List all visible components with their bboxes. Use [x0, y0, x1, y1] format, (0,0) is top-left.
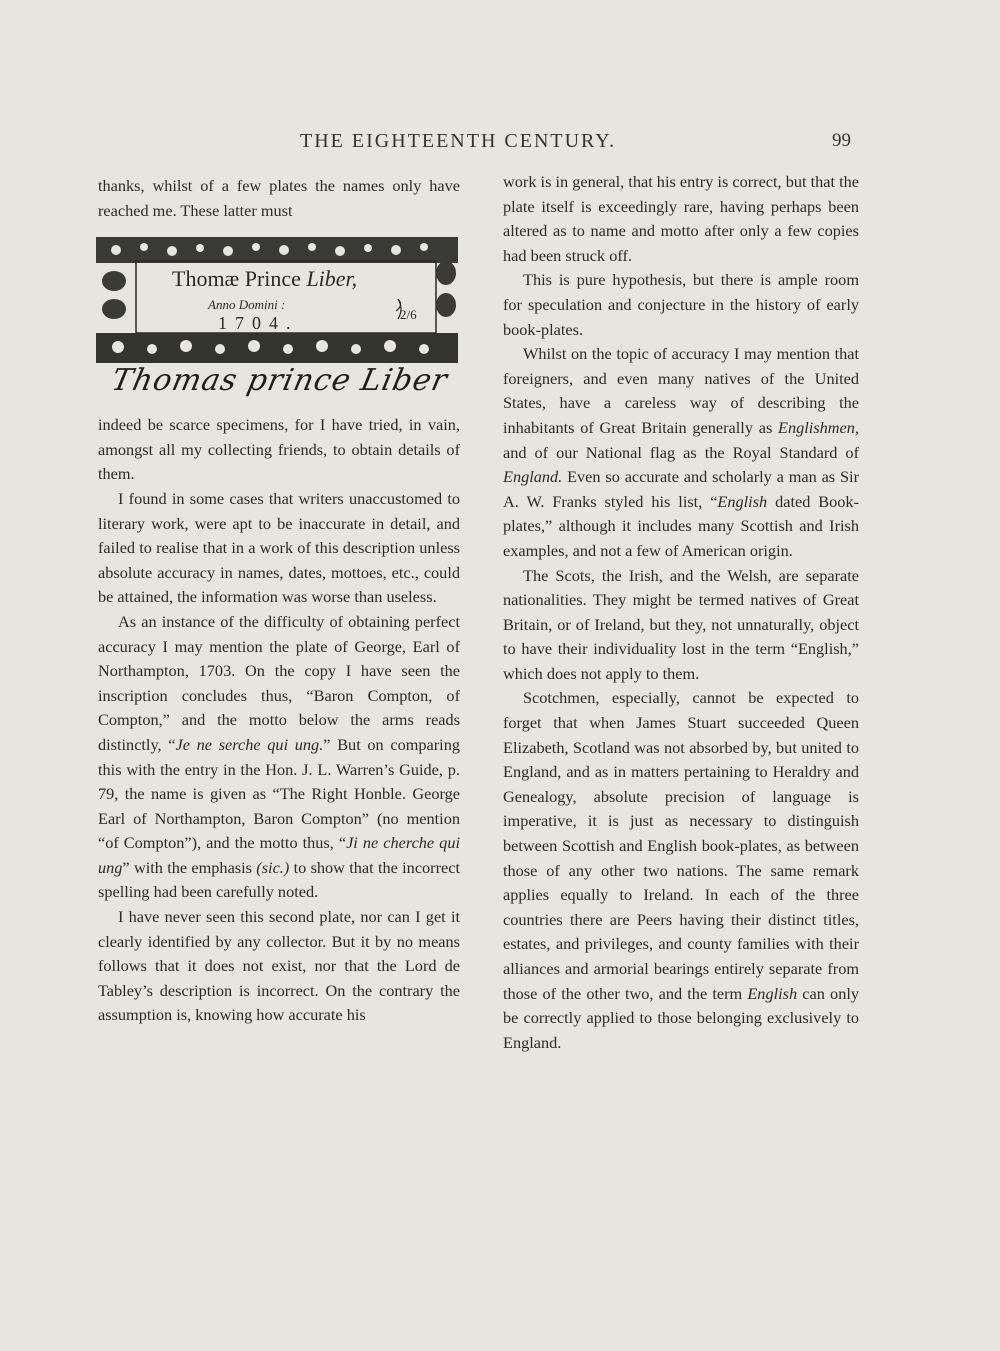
- paragraph: indeed be scarce specimens, for I have tried, in vain, amongst all my collecting friends, to obtain details of them.: [98, 415, 460, 484]
- page-number: 99: [832, 130, 851, 151]
- paragraph: I have never seen this second plate, nor can I get it clearly identified by any collector. But it by no means follows that it does not exist, nor that the Lord de Tabley’s description is incorrect. On the contrary the assumption is, knowing how accurate his: [98, 907, 460, 1025]
- paragraph: The Scots, the Irish, and the Welsh, are separate nationalities. They might be termed natives of Great Britain, or of Ireland, but they, not unnaturally, object to have their individuality lost in the term “English,” which does not apply to them.: [503, 565, 859, 683]
- bookplate-anno: Anno Domini :: [208, 297, 286, 313]
- right-column: [503, 170, 859, 1055]
- paragraph: As an instance of the difficulty of obtaining perfect accuracy I may mention the plate of George, Earl of Northampton, 1703. On the copy I have seen the inscription concludes thus, “Baron Compton, of Compton,” and the motto below the arms reads distinctly, “Je ne serche qui ung.” But on comparing this with the entry in the Hon. J. L. Warren’s Guide, p. 79, the name is given as “The Right Honble. George Earl of Northampton, Baron Compton” (no mention “of Compton”), and the motto thus, “Ji ne cherche qui ung” with the emphasis (sic.) to show that the incorrect spelling had been carefully noted.: [98, 611, 461, 902]
- bookplate-illustration: [90, 229, 465, 407]
- bookplate-year: 1704.: [218, 313, 299, 334]
- bookplate-price: 2/6: [400, 307, 417, 323]
- running-title: THE EIGHTEENTH CENTURY.: [300, 130, 617, 152]
- paragraph: work is in general, that his entry is correct, but that the plate itself is exceedingly rare, having perhaps been altered as to name and motto after only a few copies had been struck off.: [503, 172, 859, 265]
- paragraph: This is pure hypothesis, but there is ample room for speculation and conjecture in the history of early book-plates.: [503, 270, 859, 339]
- paragraph: Scotchmen, especially, cannot be expected to forget that when James Stuart succeeded Queen Elizabeth, Scotland was not absorbed by, but united to England, and as in matters pertaining to Heraldry and Genealogy, absolute precision of language is imperative, it is just as necessary to distinguish between Scottish and English book-plates, as between those of any other two nations. The same remark applies equally to Ireland. In each of the three countries there are Peers having their distinct titles, estates, and privileges, and county families with their alliances and armorial bearings entirely separate from those of the other two, and the term English can only be correctly applied to those belonging exclusively to England.: [503, 688, 860, 1052]
- page-header: [0, 128, 1000, 158]
- paragraph: I found in some cases that writers unaccustomed to literary work, were apt to be inaccurate in detail, and failed to realise that in a work of this description unless absolute accuracy in names, dates, mottoes, etc., could be attained, the information was worse than useless.: [98, 488, 460, 607]
- left-column: [98, 174, 460, 1028]
- paragraph: Whilst on the topic of accuracy I may mention that foreigners, and even many natives of the United States, have a careless way of describing the inhabitants of Great Britain generally as Englishmen, and of our National flag as the Royal Standard of England. Even so accurate and scholarly a man as Sir A. W. Franks styled his list, “English dated Book-plates,” although it includes many Scottish and Irish examples, and not a few of American origin.: [503, 344, 859, 560]
- bookplate-title: Thomæ Prince Liber,: [172, 266, 358, 292]
- handwritten-signature: Thomas prince Liber: [108, 363, 451, 399]
- paragraph: thanks, whilst of a few plates the names only have reached me. These latter must: [98, 176, 460, 220]
